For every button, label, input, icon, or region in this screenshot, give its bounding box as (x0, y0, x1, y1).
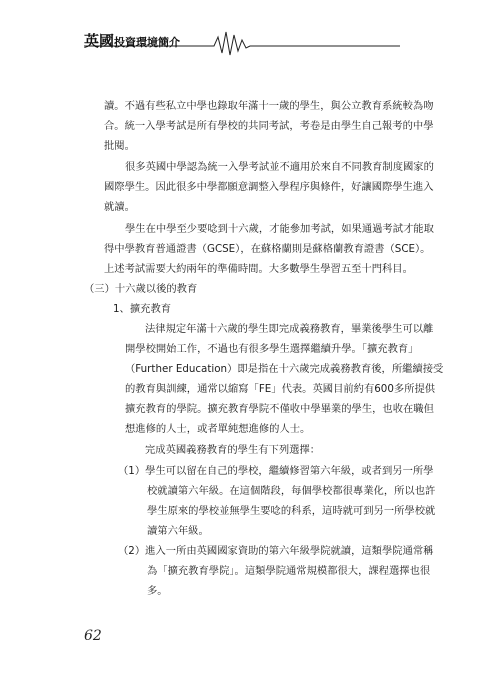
body-line: 就讀。 (104, 201, 135, 213)
body-line: 想進修的人士，或者單純想進修的人士。 (125, 423, 311, 435)
header-title-sub: 投資環境簡介 (114, 36, 181, 49)
list-item-continuation: 學生原來的學校並無學生要唸的科系，這時就可到另一所學校就 (147, 505, 436, 517)
body-line: 學生在中學至少要唸到十六歲，才能參加考試，如果通過考試才能取 (125, 223, 434, 235)
body-line: 得中學教育普通證書（GCSE），在蘇格蘭則是蘇格蘭教育證書（SCE）。 (104, 243, 431, 255)
list-item-continuation: 讀第六年級。 (147, 525, 209, 537)
running-header (0, 26, 480, 56)
body-line: 批閱。 (104, 140, 135, 152)
body-line: 國際學生。因此很多中學都願意調整入學程序與條件，好讓國際學生進入 (104, 181, 434, 193)
body-line: 的教育與訓練，通常以縮寫「FE」代表。英國目前約有600多所提供 (125, 383, 436, 395)
header-title-main: 英國 (84, 32, 115, 50)
body-line: 合。統一入學考試是所有學校的共同考試，考卷是由學生自己報考的中學 (104, 120, 434, 132)
list-item-continuation: 為「擴充教育學院」。這類學院通常規模都很大，課程選擇也很 (147, 565, 431, 577)
body-line: 很多英國中學認為統一入學考試並不適用於來自不同教育制度國家的 (125, 161, 434, 173)
header-ekg-line (0, 26, 480, 56)
body-line: 讀。不過有些私立中學也錄取年滿十一歲的學生，與公立教育系統較為吻 (104, 100, 434, 112)
body-line: 開學校開始工作，不過也有很多學生選擇繼續升學。「擴充教育」 (125, 343, 419, 355)
header-title (84, 30, 180, 51)
body-line: 擴充教育的學院。擴充教育學院不僅收中學畢業的學生，也收在職但 (125, 403, 434, 415)
body-line: 上述考試需要大約兩年的準備時間。大多數學生學習五至十門科目。 (104, 263, 413, 275)
body-line: 完成英國義務教育的學生有下列選擇： (145, 444, 321, 456)
body-line: 法律規定年滿十六歲的學生即完成義務教育，畢業後學生可以離 (145, 323, 434, 335)
section-heading: （三）十六歲以後的教育 (84, 283, 198, 295)
body-line: （Further Education）即是指在十六歲完成義務教育後，所繼續接受 (125, 363, 444, 375)
subsection-heading: 1、擴充教育 (113, 303, 172, 315)
list-item-continuation: 多。 (147, 585, 168, 597)
page-number: 62 (84, 628, 102, 644)
list-item: （1）學生可以留在自己的學校，繼續修習第六年級，或者到另一所學 (118, 465, 434, 477)
list-item: （2）進入一所由英國國家資助的第六年級學院就讀，這類學院通常稱 (118, 545, 434, 557)
list-item-continuation: 校就讀第六年級。在這個階段，每個學校都很專業化，所以也許 (147, 485, 436, 497)
